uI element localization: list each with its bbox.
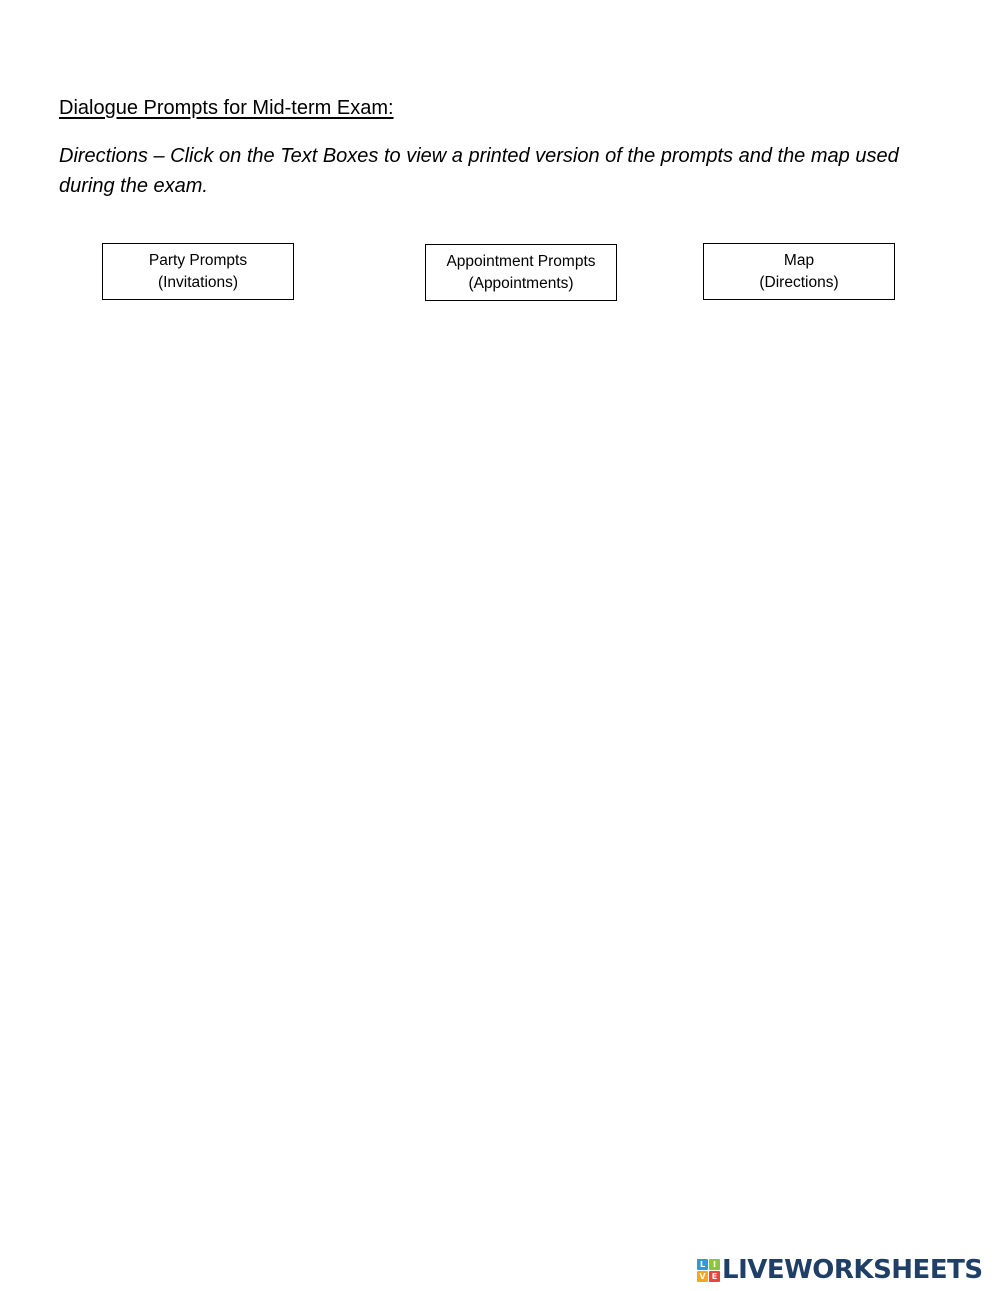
appointment-prompts-box[interactable]: [425, 244, 617, 301]
map-box[interactable]: [703, 243, 895, 300]
logo-letter-i: I: [709, 1259, 720, 1270]
party-prompts-sublabel: (Invitations): [157, 273, 239, 291]
party-prompts-box[interactable]: [102, 243, 294, 300]
map-sublabel: (Directions): [759, 273, 839, 291]
appointment-prompts-label: Appointment Prompts: [446, 252, 596, 270]
appointment-prompts-sublabel: (Appointments): [468, 274, 574, 292]
logo-letter-e: E: [709, 1271, 720, 1282]
liveworksheets-logo-icon: [697, 1259, 720, 1282]
liveworksheets-wordmark: LIVEWORKSHEETS: [722, 1255, 983, 1285]
directions-text: Directions – Click on the Text Boxes to view a printed version of the prompts and the map used during the exam.: [59, 145, 899, 197]
map-label: Map: [783, 251, 815, 269]
logo-letter-v: V: [697, 1271, 708, 1282]
liveworksheets-logo: [697, 1256, 983, 1284]
page-title: Dialogue Prompts for Mid-term Exam:: [59, 97, 394, 119]
party-prompts-label: Party Prompts: [148, 251, 248, 269]
logo-letter-l: L: [697, 1259, 708, 1270]
